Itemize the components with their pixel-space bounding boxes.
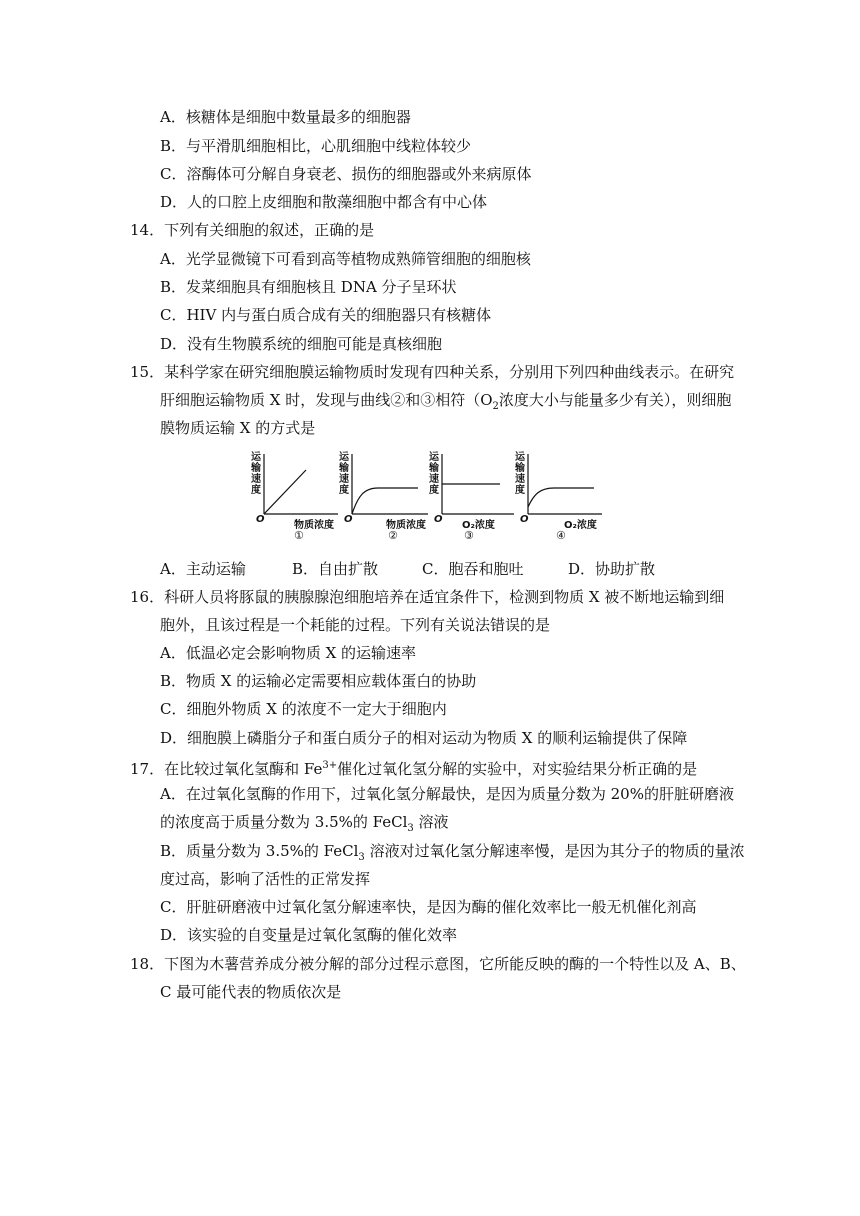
graph-1-plot (250, 452, 340, 522)
graph-1-xlabel: 物质浓度 (294, 520, 334, 531)
q15-option-d: D．协助扩散 (568, 560, 656, 578)
q17-option-a-line2: 的浓度高于质量分数为 3.5%的 FeCl$_3$ 溶液 (160, 813, 449, 834)
q15-stem-line2: 肝细胞运输物质 X 时，发现与曲线②和③相符（$O_2$浓度大小与能量多少有关），则细胞 (160, 391, 732, 412)
graph-2-origin: O (344, 514, 353, 525)
q17-option-b-line2: 度过高，影响了活性的正常发挥 (160, 870, 371, 888)
q18-stem-line2: C 最可能代表的物质依次是 (160, 983, 342, 1001)
graph-4-ylabel: 运输速度 (515, 452, 525, 496)
graph-3 (428, 452, 518, 572)
graph-3-xlabel: O₂浓度 (462, 520, 495, 531)
graph-1-number: ① (294, 529, 304, 542)
graph-1 (250, 452, 340, 572)
q14-stem: 14．下列有关细胞的叙述，正确的是 (130, 221, 375, 239)
q16-option-b: B．物质 X 的运输必定需要相应载体蛋白的协助 (160, 672, 477, 690)
graph-3-origin: O (434, 514, 443, 525)
graph-2-ylabel: 运输速度 (339, 452, 349, 496)
graph-2-xlabel: 物质浓度 (386, 520, 426, 531)
graph-2-number: ② (388, 529, 398, 542)
q16-stem-line2: 胞外，且该过程是一个耗能的过程。下列有关说法错误的是 (160, 616, 551, 634)
q15-stem-line1: 15．某科学家在研究细胞膜运输物质时发现有四种关系，分别用下列四种曲线表示。在研究 (130, 363, 735, 381)
graph-2-plot (338, 452, 428, 522)
graph-1-curve (264, 470, 306, 514)
q17-stem: 17．在比较过氧化氢酶和 $Fe^{3+}$催化过氧化氢分解的实验中，对实验结果分析正确的是 (130, 760, 698, 778)
q15-option-a: A．主动运输 (160, 560, 246, 578)
q16-stem-line1: 16．科研人员将豚鼠的胰腺腺泡细胞培养在适宜条件下，检测到物质 X 被不断地运输到细 (130, 588, 725, 606)
q16-option-a: A．低温必定会影响物质 X 的运输速率 (160, 644, 417, 662)
q14-option-b: B．发菜细胞具有细胞核且 DNA 分子呈环状 (160, 278, 457, 296)
graph-4-curve (528, 488, 594, 507)
q17-option-c: C．肝脏研磨液中过氧化氢分解速率快，是因为酶的催化效率比一般无机催化剂高 (160, 898, 697, 916)
graph-4-xlabel: O₂浓度 (564, 520, 597, 531)
graph-4-origin: O (520, 514, 529, 525)
graph-3-plot (428, 452, 518, 522)
q18-stem-line1: 18．下图为木薯营养成分被分解的部分过程示意图，它所能反映的酶的一个特性以及 A、B、 (130, 955, 746, 973)
q15-option-c: C．胞吞和胞吐 (422, 560, 524, 578)
q13-option-b: B．与平滑肌细胞相比，心肌细胞中线粒体较少 (160, 137, 472, 155)
graph-3-number: ③ (464, 529, 474, 542)
q17-option-d: D．该实验的自变量是过氧化氢酶的催化效率 (160, 926, 458, 944)
transport-curves-figure (250, 452, 610, 572)
q13-option-a: A．核糖体是细胞中数量最多的细胞器 (160, 108, 411, 126)
graph-3-ylabel: 运输速度 (429, 452, 439, 496)
q17-option-a-line1: A．在过氧化氢酶的作用下，过氧化氢分解最快，是因为质量分数为 20%的肝脏研磨液 (160, 785, 734, 803)
graph-2-curve (352, 488, 418, 514)
graph-4 (514, 452, 604, 572)
q13-option-c: C．溶酶体可分解自身衰老、损伤的细胞器或外来病原体 (160, 165, 532, 183)
q16-option-c: C．细胞外物质 X 的浓度不一定大于细胞内 (160, 700, 447, 718)
graph-4-number: ④ (556, 529, 566, 542)
q15-stem-line3: 膜物质运输 X 的方式是 (160, 419, 316, 437)
q17-option-b-line1: B．质量分数为 3.5%的 FeCl$_3$ 溶液对过氧化氢分解速率慢，是因为其分子的物质的量浓 (160, 842, 745, 863)
q15-option-b: B．自由扩散 (292, 560, 379, 578)
q13-option-d: D．人的口腔上皮细胞和散藻细胞中都含有中心体 (160, 193, 488, 211)
q14-option-c: C．HIV 内与蛋白质合成有关的细胞器只有核糖体 (160, 306, 492, 324)
graph-1-origin: O (256, 514, 265, 525)
graph-2 (338, 452, 428, 572)
graph-4-plot (514, 452, 604, 522)
q16-option-d: D．细胞膜上磷脂分子和蛋白质分子的相对运动为物质 X 的顺利运输提供了保障 (160, 729, 688, 747)
graph-1-ylabel: 运输速度 (251, 452, 261, 496)
q15-options (160, 559, 655, 579)
q14-option-d: D．没有生物膜系统的细胞可能是真核细胞 (160, 335, 443, 353)
q14-option-a: A．光学显微镜下可看到高等植物成熟筛管细胞的细胞核 (160, 250, 531, 268)
